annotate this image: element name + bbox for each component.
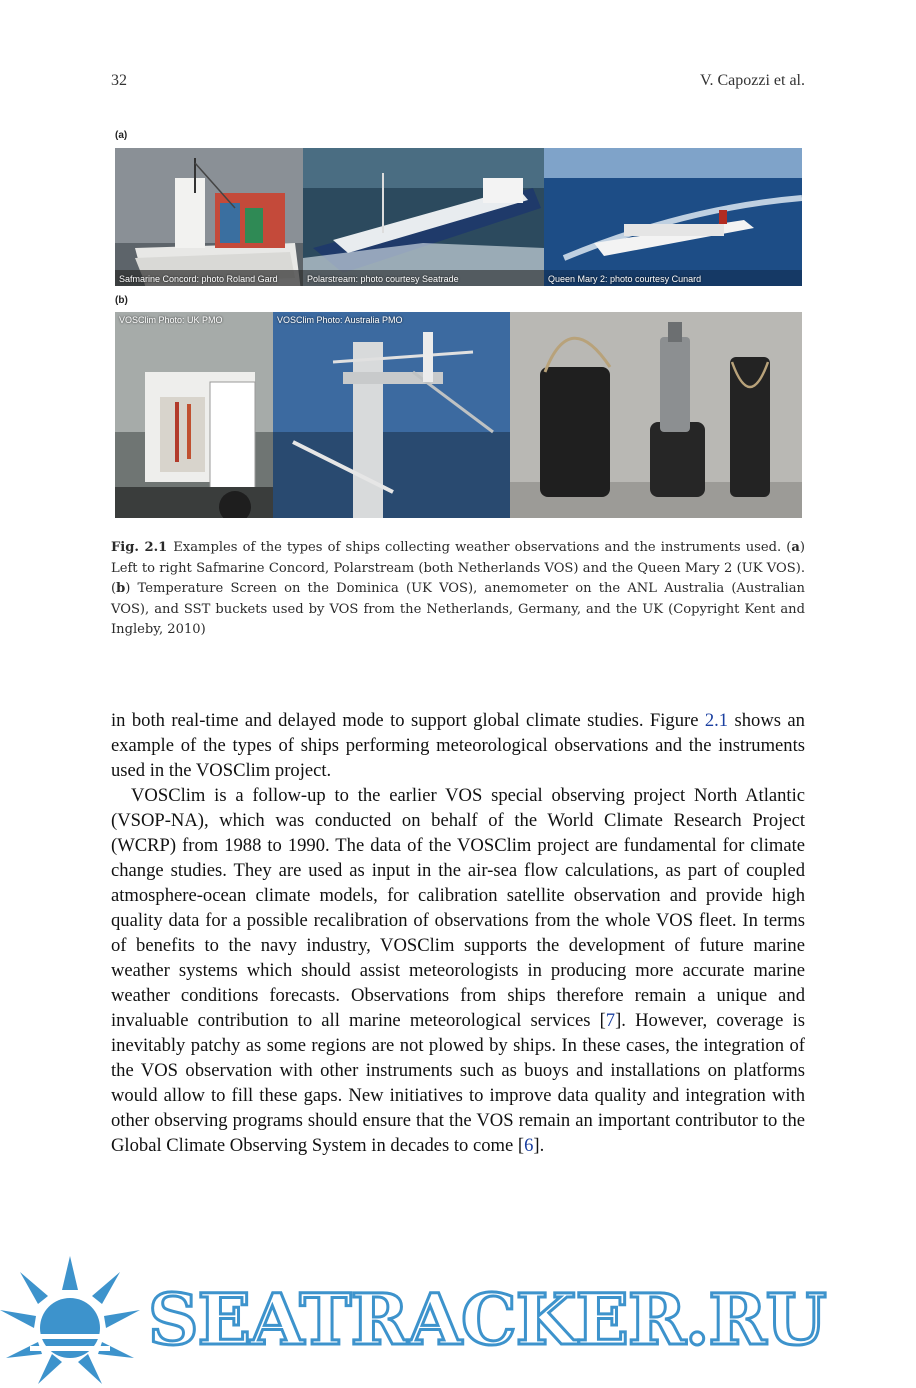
caption-text: Examples of the types of ships collecting weather observations and the instruments used. ( xyxy=(173,540,792,555)
photo-credit: VOSClim Photo: Australia PMO xyxy=(277,315,403,325)
running-head-authors: V. Capozzi et al. xyxy=(699,72,805,89)
figure-panel-a xyxy=(115,148,802,286)
photo-credit: Safmarine Concord: photo Roland Gard xyxy=(119,274,278,284)
running-head xyxy=(111,72,805,90)
paragraph-text: ]. However, coverage is inevitably patchy as some regions are not plowed by ships. In these cases, the integration of the VOS observation with other instruments such as buoys and installations on platforms would allow to fill these gaps. New initiatives to improve data quality and integration with other observing programs should ensure that the VOS remain an important contributor to the Global Climate Observing System in decades to come [ xyxy=(111,1010,805,1156)
caption-panel-a: a xyxy=(791,540,800,555)
paragraph-text: shows an example of the types of ships performing meteorological observations and the instruments used in the VOSClim project. xyxy=(111,710,805,781)
citation-link[interactable]: 6 xyxy=(524,1135,534,1156)
photo-temperature-screen xyxy=(115,312,273,518)
figure-caption xyxy=(111,538,805,641)
paragraph-text: in both real-time and delayed mode to support global climate studies. Figure xyxy=(111,710,705,731)
photo-sst-buckets xyxy=(510,312,802,518)
caption-panel-b: b xyxy=(116,581,126,596)
photo-credit: Queen Mary 2: photo courtesy Cunard xyxy=(548,274,702,284)
watermark-text: SEATRACKER.RU xyxy=(148,1278,826,1361)
caption-text: ) Left to right Safmarine Concord, Polarstream (both Netherlands VOS) and the Queen Mary 2 (UK VOS). ( xyxy=(111,540,805,596)
photo-credit: VOSClim Photo: UK PMO xyxy=(119,315,223,325)
photo-queen-mary-2 xyxy=(544,148,802,286)
panel-b-label: (b) xyxy=(115,295,128,306)
photo-credit: Polarstream: photo courtesy Seatrade xyxy=(307,274,459,284)
figure-label: Fig. 2.1 xyxy=(111,540,168,555)
figure-panel-b xyxy=(115,312,802,518)
paragraph-text: VOSClim is a follow-up to the earlier VOS special observing project North Atlantic (VSOP-NA), which was conducted on behalf of the World Climate Research Project (WCRP) from 1988 to 1990. The data of the VOSClim project are fundamental for climate change studies. They are used as input in the air-sea flow calculations, as part of coupled atmosphere-ocean climate models, for calibration satellite observation and provide high quality data for a possible recalibration of observations from the whole VOS fleet. In terms of benefits to the navy industry, VOSClim supports the development of future marine weather systems which should assist meteorologists in producing more accurate marine weather conditions forecasts. Observations from ships therefore remain a unique and invaluable contribution to all marine meteorological services [ xyxy=(111,785,805,1031)
panel-a-label: (a) xyxy=(115,130,128,141)
body-text xyxy=(111,708,805,1158)
photo-safmarine-concord xyxy=(115,148,303,286)
photo-polarstream xyxy=(303,148,544,286)
watermark xyxy=(0,1250,916,1388)
page-number: 32 xyxy=(111,72,127,89)
photo-anemometer xyxy=(273,312,510,518)
paragraph xyxy=(111,708,805,783)
caption-text: ) Temperature Screen on the Dominica (UK VOS), anemometer on the ANL Australia (Australian VOS), and SST buckets used by VOS from the Netherlands, Germany, and the UK (Copyright Kent and Ingleby, 2010) xyxy=(111,581,805,637)
figure-reference-link[interactable]: 2.1 xyxy=(704,710,729,731)
citation-link[interactable]: 7 xyxy=(605,1010,616,1031)
paragraph-text: ]. xyxy=(533,1135,545,1156)
paragraph xyxy=(111,783,805,1158)
sun-logo-icon xyxy=(0,1250,150,1388)
